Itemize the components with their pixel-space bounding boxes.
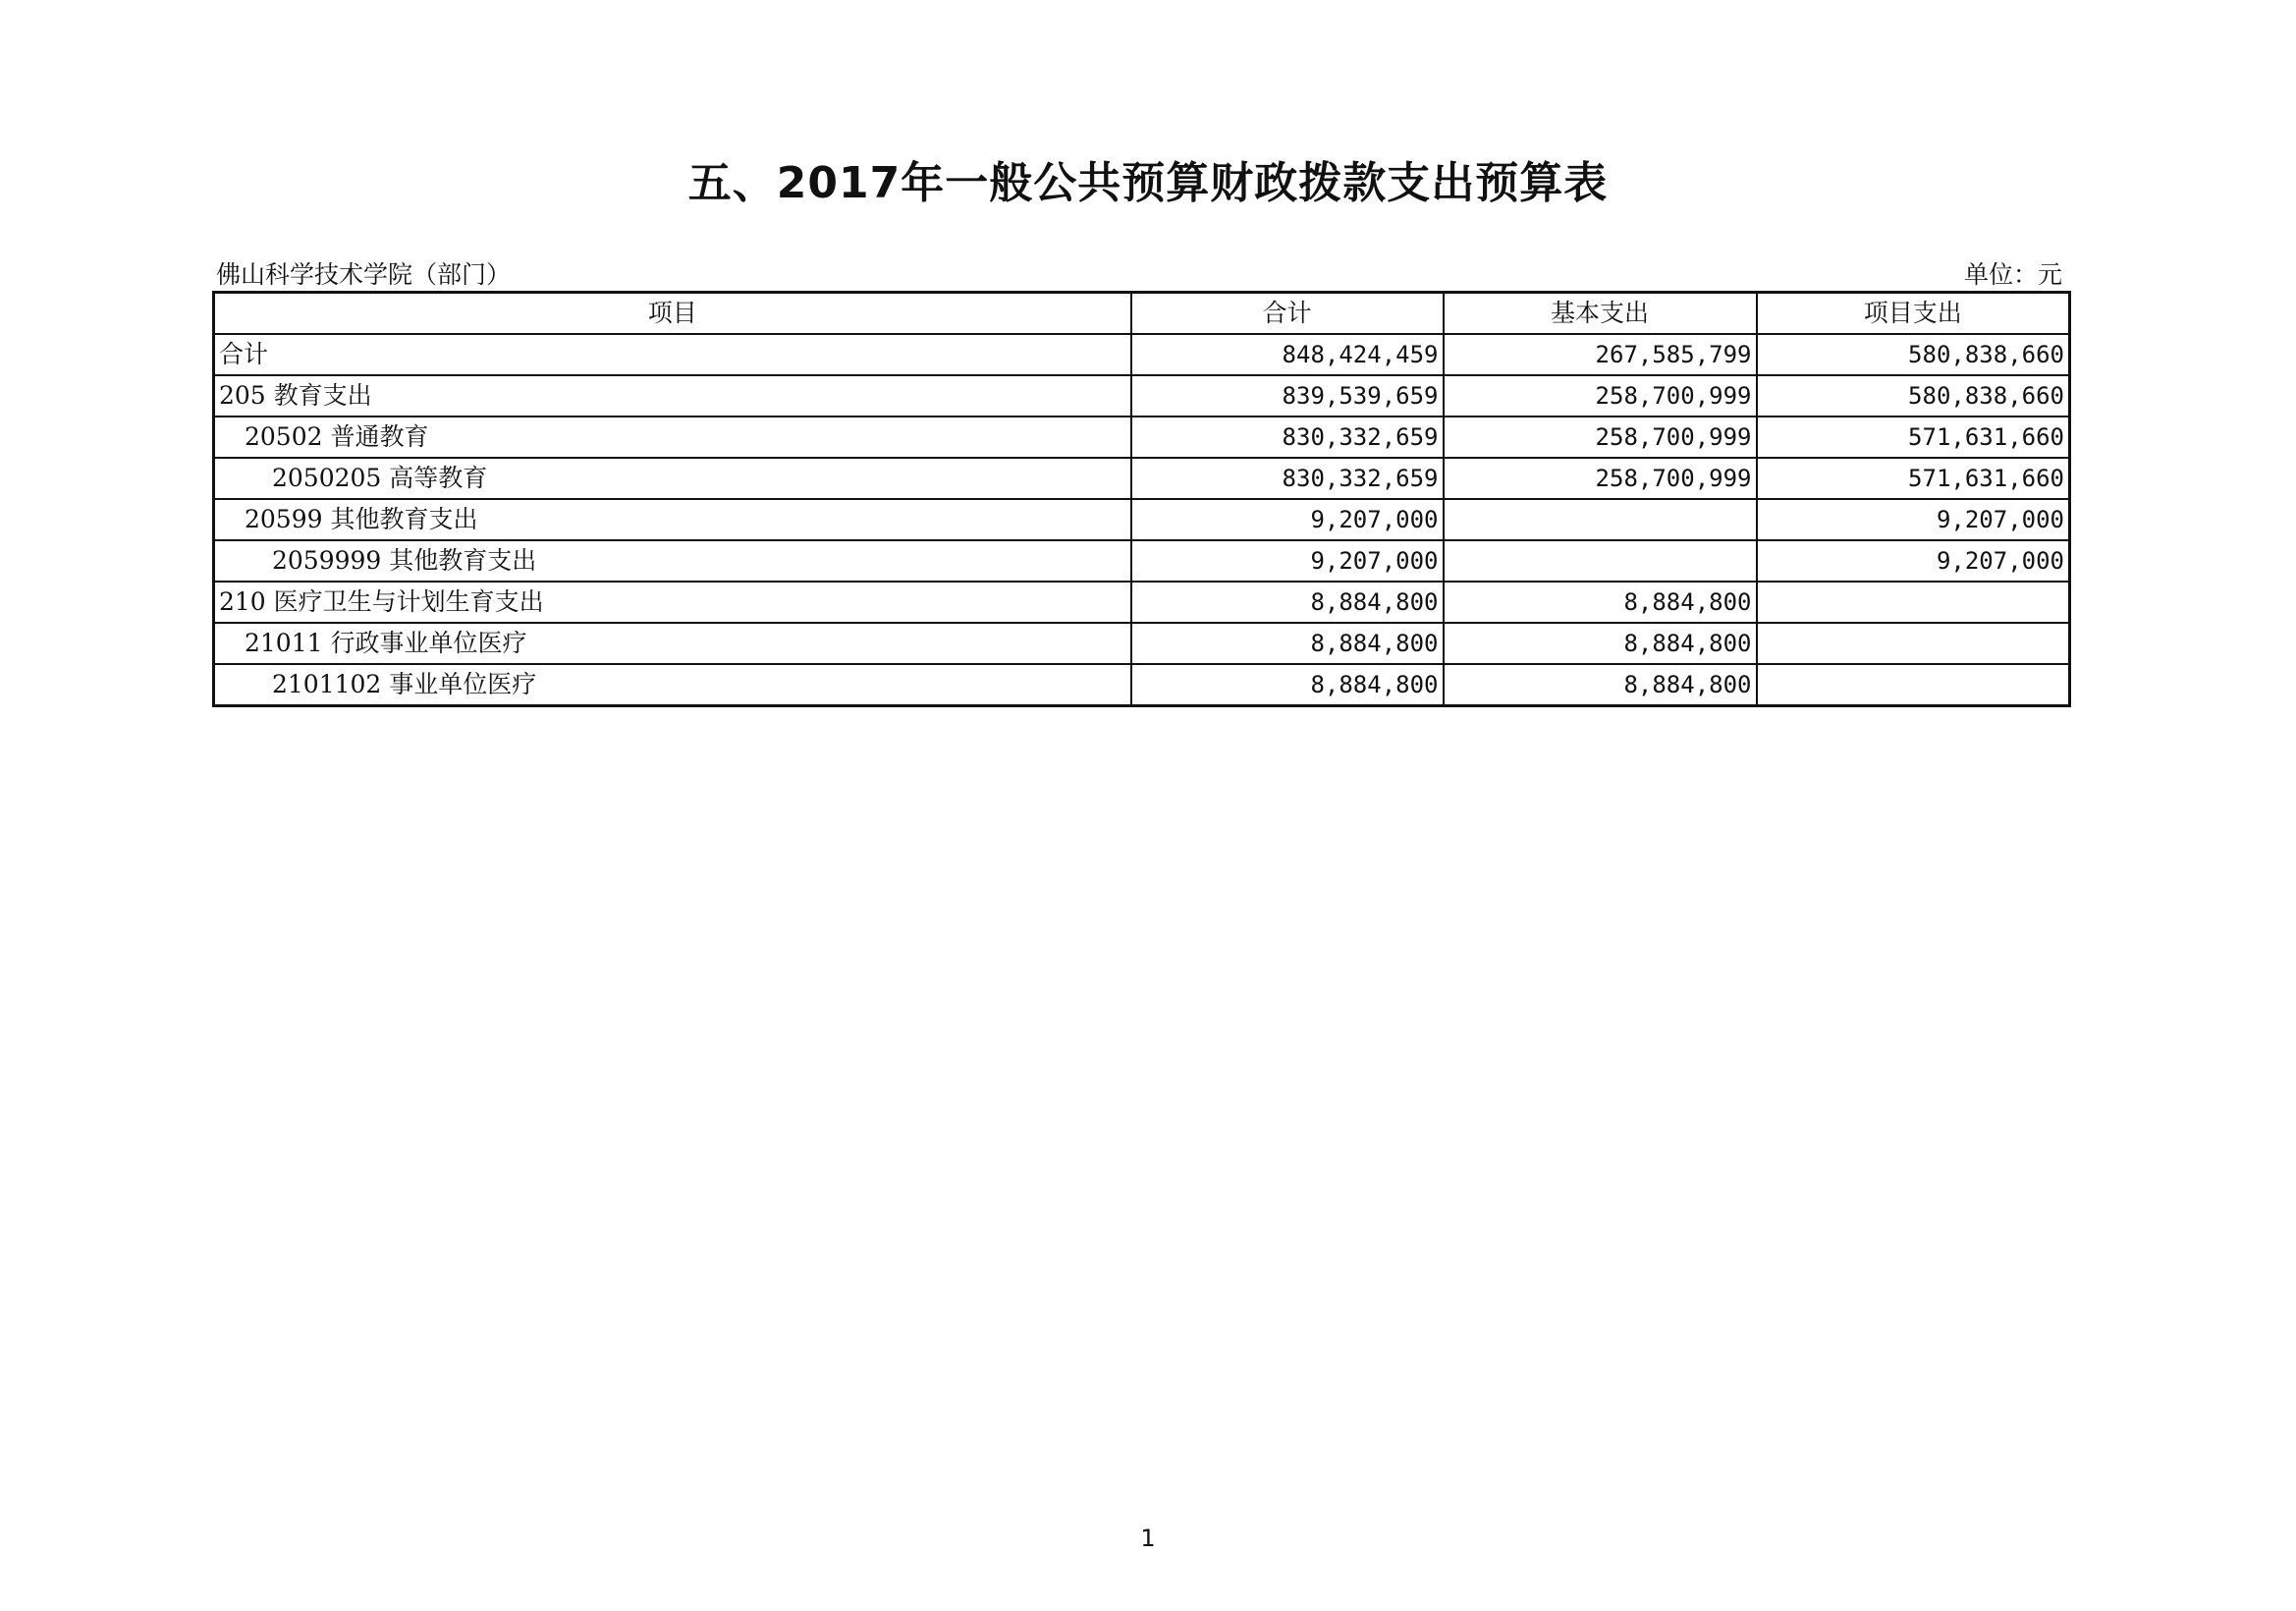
row-total: 8,884,800: [1131, 664, 1444, 706]
header-item: 项目: [214, 293, 1131, 335]
row-project: 9,207,000: [1757, 540, 2070, 582]
table-header: [214, 293, 2070, 335]
row-item-name: 205 教育支出: [214, 375, 1131, 417]
row-project: 571,631,660: [1757, 458, 2070, 499]
row-project: [1757, 623, 2070, 664]
row-item-name: 20502 普通教育: [214, 417, 1131, 458]
row-basic: [1444, 540, 1757, 582]
row-total: 839,539,659: [1131, 375, 1444, 417]
row-item-name: 210 医疗卫生与计划生育支出: [214, 582, 1131, 623]
row-item-name: 2101102 事业单位医疗: [214, 664, 1131, 706]
row-project: 580,838,660: [1757, 334, 2070, 375]
table-row: [214, 334, 2070, 375]
row-total: 830,332,659: [1131, 458, 1444, 499]
header-total: 合计: [1131, 293, 1444, 335]
row-item-name: 2059999 其他教育支出: [214, 540, 1131, 582]
row-item-name: 合计: [214, 334, 1131, 375]
header-project-expenditure: 项目支出: [1757, 293, 2070, 335]
page-title: 五、2017年一般公共预算财政拨款支出预算表: [687, 158, 1609, 208]
table-body: [214, 334, 2070, 706]
page-number: 1: [1140, 1525, 1156, 1552]
row-total: 830,332,659: [1131, 417, 1444, 458]
row-item-name: 21011 行政事业单位医疗: [214, 623, 1131, 664]
row-basic: 8,884,800: [1444, 664, 1757, 706]
table-row: [214, 540, 2070, 582]
row-total: 8,884,800: [1131, 582, 1444, 623]
row-total: 848,424,459: [1131, 334, 1444, 375]
row-item-name: 2050205 高等教育: [214, 458, 1131, 499]
row-basic: 258,700,999: [1444, 458, 1757, 499]
table-row: [214, 664, 2070, 706]
row-basic: 8,884,800: [1444, 582, 1757, 623]
row-project: [1757, 664, 2070, 706]
row-basic: 258,700,999: [1444, 375, 1757, 417]
row-project: 9,207,000: [1757, 499, 2070, 540]
row-total: 8,884,800: [1131, 623, 1444, 664]
header-row: [214, 293, 2070, 335]
table-row: [214, 499, 2070, 540]
row-project: [1757, 582, 2070, 623]
row-item-name: 20599 其他教育支出: [214, 499, 1131, 540]
row-project: 580,838,660: [1757, 375, 2070, 417]
table-row: [214, 623, 2070, 664]
row-basic: 267,585,799: [1444, 334, 1757, 375]
table-row: [214, 582, 2070, 623]
table-row: [214, 458, 2070, 499]
row-project: 571,631,660: [1757, 417, 2070, 458]
row-basic: 258,700,999: [1444, 417, 1757, 458]
row-total: 9,207,000: [1131, 540, 1444, 582]
table-row: [214, 375, 2070, 417]
row-basic: 8,884,800: [1444, 623, 1757, 664]
budget-table: [212, 291, 2071, 707]
table-row: [214, 417, 2070, 458]
row-basic: [1444, 499, 1757, 540]
unit-label: 单位：元: [1963, 260, 2062, 289]
row-total: 9,207,000: [1131, 499, 1444, 540]
department-label: 佛山科学技术学院（部门）: [216, 260, 512, 289]
header-basic-expenditure: 基本支出: [1444, 293, 1757, 335]
